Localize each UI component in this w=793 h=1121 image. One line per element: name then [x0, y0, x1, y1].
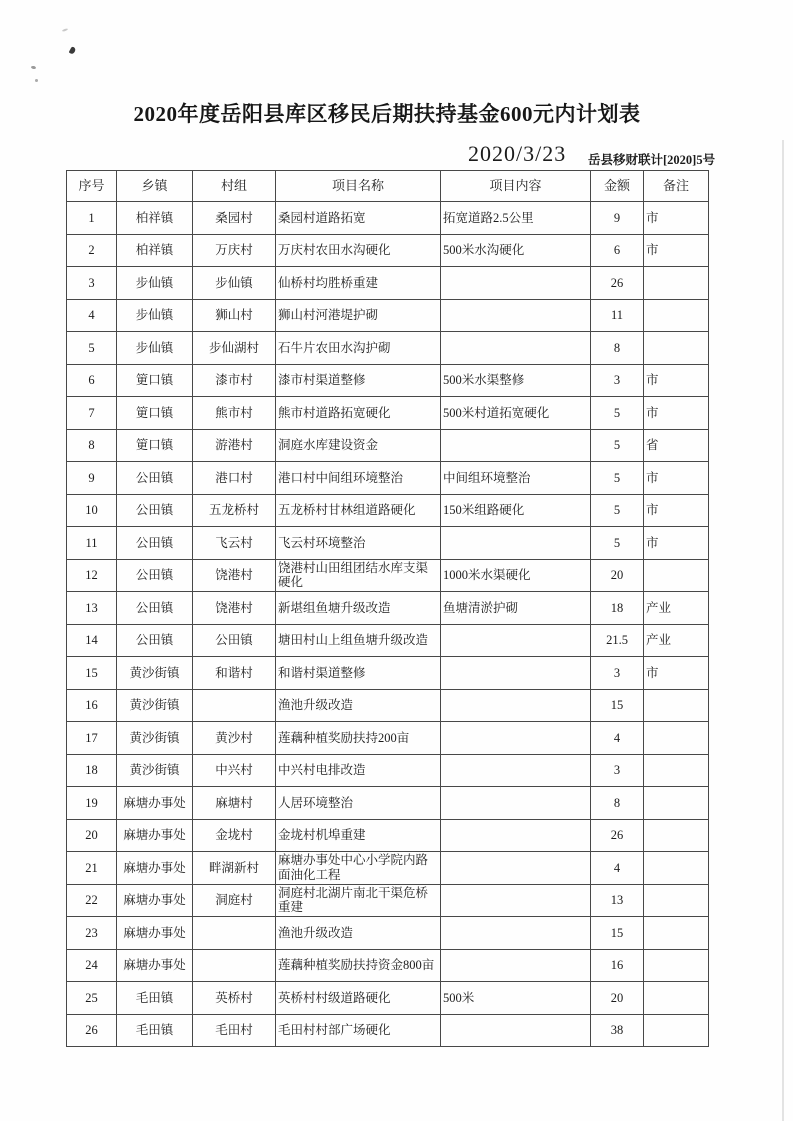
- table-row: [67, 982, 709, 1015]
- cell-township: 麻塘办事处: [117, 949, 193, 982]
- cell-amount: 9: [591, 202, 644, 235]
- cell-project-content: [441, 527, 591, 560]
- cell-township: 筻口镇: [117, 364, 193, 397]
- table-row: [67, 754, 709, 787]
- cell-village: 洞庭村: [193, 884, 276, 917]
- table-row: [67, 202, 709, 235]
- cell-township: 公田镇: [117, 624, 193, 657]
- cell-amount: 5: [591, 527, 644, 560]
- cell-seq: 21: [67, 852, 117, 885]
- cell-amount: 15: [591, 917, 644, 950]
- table-body: [67, 202, 709, 1047]
- cell-township: 麻塘办事处: [117, 787, 193, 820]
- cell-village: 麻塘村: [193, 787, 276, 820]
- cell-note: [644, 949, 709, 982]
- cell-project-name: 莲藕种植奖励扶持资金800亩: [276, 949, 441, 982]
- cell-project-name: 漆市村渠道整修: [276, 364, 441, 397]
- cell-township: 麻塘办事处: [117, 819, 193, 852]
- cell-village: 港口村: [193, 462, 276, 495]
- table-row: [67, 299, 709, 332]
- table-row: [67, 657, 709, 690]
- cell-seq: 24: [67, 949, 117, 982]
- cell-project-name: 英桥村村级道路硬化: [276, 982, 441, 1015]
- cell-amount: 8: [591, 332, 644, 365]
- cell-seq: 7: [67, 397, 117, 430]
- cell-project-name: 饶港村山田组团结水库支渠硬化: [276, 559, 441, 592]
- cell-note: [644, 299, 709, 332]
- cell-seq: 6: [67, 364, 117, 397]
- cell-village: 饶港村: [193, 559, 276, 592]
- cell-project-content: [441, 754, 591, 787]
- cell-village: [193, 949, 276, 982]
- cell-project-content: [441, 429, 591, 462]
- table-row: [67, 722, 709, 755]
- cell-amount: 20: [591, 982, 644, 1015]
- cell-project-content: [441, 624, 591, 657]
- cell-project-content: [441, 332, 591, 365]
- cell-village: 游港村: [193, 429, 276, 462]
- cell-village: 步仙镇: [193, 267, 276, 300]
- table-row: [67, 787, 709, 820]
- cell-township: 公田镇: [117, 494, 193, 527]
- cell-village: 毛田村: [193, 1014, 276, 1047]
- cell-village: 桑园村: [193, 202, 276, 235]
- cell-project-content: [441, 299, 591, 332]
- cell-amount: 5: [591, 494, 644, 527]
- cell-project-name: 金垅村机埠重建: [276, 819, 441, 852]
- column-header-seq: 序号: [67, 171, 117, 202]
- cell-amount: 6: [591, 234, 644, 267]
- cell-project-name: 熊市村道路拓宽硬化: [276, 397, 441, 430]
- cell-seq: 4: [67, 299, 117, 332]
- cell-township: 筻口镇: [117, 397, 193, 430]
- cell-township: 黄沙街镇: [117, 657, 193, 690]
- cell-note: [644, 787, 709, 820]
- cell-project-name: 中兴村电排改造: [276, 754, 441, 787]
- cell-amount: 8: [591, 787, 644, 820]
- cell-note: 市: [644, 202, 709, 235]
- cell-project-name: 人居环境整治: [276, 787, 441, 820]
- cell-project-name: 塘田村山上组鱼塘升级改造: [276, 624, 441, 657]
- cell-project-name: 石牛片农田水沟护砌: [276, 332, 441, 365]
- cell-note: 市: [644, 364, 709, 397]
- cell-amount: 3: [591, 657, 644, 690]
- cell-village: 畔湖新村: [193, 852, 276, 885]
- cell-amount: 4: [591, 722, 644, 755]
- cell-seq: 9: [67, 462, 117, 495]
- table-row: [67, 917, 709, 950]
- cell-project-name: 麻塘办事处中心小学院内路面油化工程: [276, 852, 441, 885]
- cell-note: 市: [644, 527, 709, 560]
- cell-note: 市: [644, 494, 709, 527]
- cell-project-name: 桑园村道路拓宽: [276, 202, 441, 235]
- cell-seq: 1: [67, 202, 117, 235]
- cell-amount: 26: [591, 267, 644, 300]
- scan-speck: [62, 28, 68, 32]
- cell-project-content: 500米水沟硬化: [441, 234, 591, 267]
- cell-note: 市: [644, 397, 709, 430]
- table-row: [67, 234, 709, 267]
- table-row: [67, 852, 709, 885]
- cell-note: [644, 754, 709, 787]
- cell-seq: 22: [67, 884, 117, 917]
- cell-township: 黄沙街镇: [117, 722, 193, 755]
- cell-amount: 3: [591, 364, 644, 397]
- cell-project-content: [441, 852, 591, 885]
- cell-seq: 8: [67, 429, 117, 462]
- cell-seq: 5: [67, 332, 117, 365]
- cell-village: 中兴村: [193, 754, 276, 787]
- column-header-project-content: 项目内容: [441, 171, 591, 202]
- cell-village: 万庆村: [193, 234, 276, 267]
- cell-village: 金垅村: [193, 819, 276, 852]
- cell-amount: 5: [591, 462, 644, 495]
- page-edge-line: [782, 140, 784, 1121]
- cell-project-content: [441, 267, 591, 300]
- table-row: [67, 332, 709, 365]
- table-header-row: [67, 171, 709, 202]
- document-number: 岳县移财联计[2020]5号: [588, 153, 716, 167]
- cell-note: [644, 884, 709, 917]
- cell-township: 步仙镇: [117, 267, 193, 300]
- cell-project-name: 渔池升级改造: [276, 917, 441, 950]
- cell-note: 产业: [644, 624, 709, 657]
- cell-project-name: 飞云村环境整治: [276, 527, 441, 560]
- cell-project-name: 新堪组鱼塘升级改造: [276, 592, 441, 625]
- plan-table: [66, 170, 709, 1047]
- cell-village: [193, 917, 276, 950]
- table-row: [67, 1014, 709, 1047]
- cell-village: 漆市村: [193, 364, 276, 397]
- cell-project-content: 500米村道拓宽硬化: [441, 397, 591, 430]
- document-date: 2020/3/23: [468, 141, 567, 166]
- cell-amount: 11: [591, 299, 644, 332]
- cell-township: 公田镇: [117, 462, 193, 495]
- cell-project-content: [441, 787, 591, 820]
- cell-project-name: 莲藕种植奖励扶持200亩: [276, 722, 441, 755]
- cell-seq: 14: [67, 624, 117, 657]
- table-row: [67, 559, 709, 592]
- cell-amount: 38: [591, 1014, 644, 1047]
- cell-project-name: 万庆村农田水沟硬化: [276, 234, 441, 267]
- cell-note: [644, 722, 709, 755]
- cell-seq: 16: [67, 689, 117, 722]
- cell-project-content: [441, 1014, 591, 1047]
- cell-township: 麻塘办事处: [117, 917, 193, 950]
- cell-seq: 11: [67, 527, 117, 560]
- scan-speck: [35, 79, 38, 82]
- cell-project-content: [441, 722, 591, 755]
- table-row: [67, 364, 709, 397]
- table-row: [67, 819, 709, 852]
- cell-village: 五龙桥村: [193, 494, 276, 527]
- cell-project-name: 洞庭水库建设资金: [276, 429, 441, 462]
- table-row: [67, 689, 709, 722]
- cell-amount: 4: [591, 852, 644, 885]
- cell-note: 省: [644, 429, 709, 462]
- cell-project-content: 鱼塘清淤护砌: [441, 592, 591, 625]
- cell-note: [644, 819, 709, 852]
- cell-seq: 10: [67, 494, 117, 527]
- cell-project-name: 毛田村村部广场硬化: [276, 1014, 441, 1047]
- cell-township: 步仙镇: [117, 299, 193, 332]
- table-row: [67, 592, 709, 625]
- cell-village: 饶港村: [193, 592, 276, 625]
- cell-project-content: 中间组环境整治: [441, 462, 591, 495]
- column-header-note: 备注: [644, 171, 709, 202]
- cell-note: 市: [644, 462, 709, 495]
- cell-project-content: [441, 819, 591, 852]
- cell-note: [644, 982, 709, 1015]
- pen-mark: [69, 46, 77, 55]
- cell-amount: 13: [591, 884, 644, 917]
- cell-seq: 25: [67, 982, 117, 1015]
- table-row: [67, 462, 709, 495]
- cell-township: 公田镇: [117, 527, 193, 560]
- cell-amount: 16: [591, 949, 644, 982]
- cell-project-name: 港口村中间组环境整治: [276, 462, 441, 495]
- cell-village: 和谐村: [193, 657, 276, 690]
- cell-amount: 20: [591, 559, 644, 592]
- scan-speck: [31, 66, 37, 70]
- cell-village: 狮山村: [193, 299, 276, 332]
- cell-township: 柏祥镇: [117, 202, 193, 235]
- cell-seq: 19: [67, 787, 117, 820]
- cell-project-content: 500米水渠整修: [441, 364, 591, 397]
- cell-seq: 2: [67, 234, 117, 267]
- cell-project-name: 狮山村河港堤护砌: [276, 299, 441, 332]
- cell-note: [644, 332, 709, 365]
- table-row: [67, 494, 709, 527]
- cell-township: 柏祥镇: [117, 234, 193, 267]
- cell-note: [644, 852, 709, 885]
- cell-township: 公田镇: [117, 592, 193, 625]
- cell-amount: 26: [591, 819, 644, 852]
- column-header-township: 乡镇: [117, 171, 193, 202]
- cell-village: 英桥村: [193, 982, 276, 1015]
- table-row: [67, 884, 709, 917]
- cell-township: 黄沙街镇: [117, 689, 193, 722]
- cell-project-content: 拓宽道路2.5公里: [441, 202, 591, 235]
- cell-village: 黄沙村: [193, 722, 276, 755]
- cell-amount: 3: [591, 754, 644, 787]
- cell-project-content: [441, 657, 591, 690]
- cell-note: 产业: [644, 592, 709, 625]
- page-title: 2020年度岳阳县库区移民后期扶持基金600元内计划表: [133, 102, 641, 126]
- cell-note: [644, 917, 709, 950]
- cell-village: 公田镇: [193, 624, 276, 657]
- cell-township: 筻口镇: [117, 429, 193, 462]
- column-header-project-name: 项目名称: [276, 171, 441, 202]
- cell-amount: 5: [591, 397, 644, 430]
- cell-seq: 12: [67, 559, 117, 592]
- cell-village: 步仙湖村: [193, 332, 276, 365]
- cell-project-content: 500米: [441, 982, 591, 1015]
- cell-township: 麻塘办事处: [117, 884, 193, 917]
- cell-township: 毛田镇: [117, 1014, 193, 1047]
- cell-seq: 23: [67, 917, 117, 950]
- cell-project-content: [441, 689, 591, 722]
- column-header-village: 村组: [193, 171, 276, 202]
- cell-note: [644, 559, 709, 592]
- cell-project-name: 仙桥村均胜桥重建: [276, 267, 441, 300]
- cell-note: 市: [644, 234, 709, 267]
- cell-project-name: 和谐村渠道整修: [276, 657, 441, 690]
- cell-village: [193, 689, 276, 722]
- table-row: [67, 624, 709, 657]
- cell-project-name: 渔池升级改造: [276, 689, 441, 722]
- table-row: [67, 267, 709, 300]
- cell-note: [644, 267, 709, 300]
- cell-note: [644, 1014, 709, 1047]
- cell-project-content: [441, 949, 591, 982]
- cell-amount: 5: [591, 429, 644, 462]
- cell-seq: 20: [67, 819, 117, 852]
- cell-note: [644, 689, 709, 722]
- cell-village: 飞云村: [193, 527, 276, 560]
- cell-seq: 15: [67, 657, 117, 690]
- cell-township: 黄沙街镇: [117, 754, 193, 787]
- cell-seq: 18: [67, 754, 117, 787]
- cell-amount: 21.5: [591, 624, 644, 657]
- cell-township: 毛田镇: [117, 982, 193, 1015]
- cell-village: 熊市村: [193, 397, 276, 430]
- cell-seq: 3: [67, 267, 117, 300]
- column-header-amount: 金额: [591, 171, 644, 202]
- table-row: [67, 527, 709, 560]
- cell-project-content: 1000米水渠硬化: [441, 559, 591, 592]
- cell-note: 市: [644, 657, 709, 690]
- cell-seq: 17: [67, 722, 117, 755]
- cell-amount: 18: [591, 592, 644, 625]
- cell-township: 麻塘办事处: [117, 852, 193, 885]
- cell-project-name: 五龙桥村甘林组道路硬化: [276, 494, 441, 527]
- table-row: [67, 429, 709, 462]
- cell-seq: 13: [67, 592, 117, 625]
- table-row: [67, 397, 709, 430]
- cell-township: 公田镇: [117, 559, 193, 592]
- cell-seq: 26: [67, 1014, 117, 1047]
- cell-project-content: 150米组路硬化: [441, 494, 591, 527]
- cell-amount: 15: [591, 689, 644, 722]
- cell-project-name: 洞庭村北湖片南北干渠危桥重建: [276, 884, 441, 917]
- cell-project-content: [441, 917, 591, 950]
- table-row: [67, 949, 709, 982]
- cell-project-content: [441, 884, 591, 917]
- cell-township: 步仙镇: [117, 332, 193, 365]
